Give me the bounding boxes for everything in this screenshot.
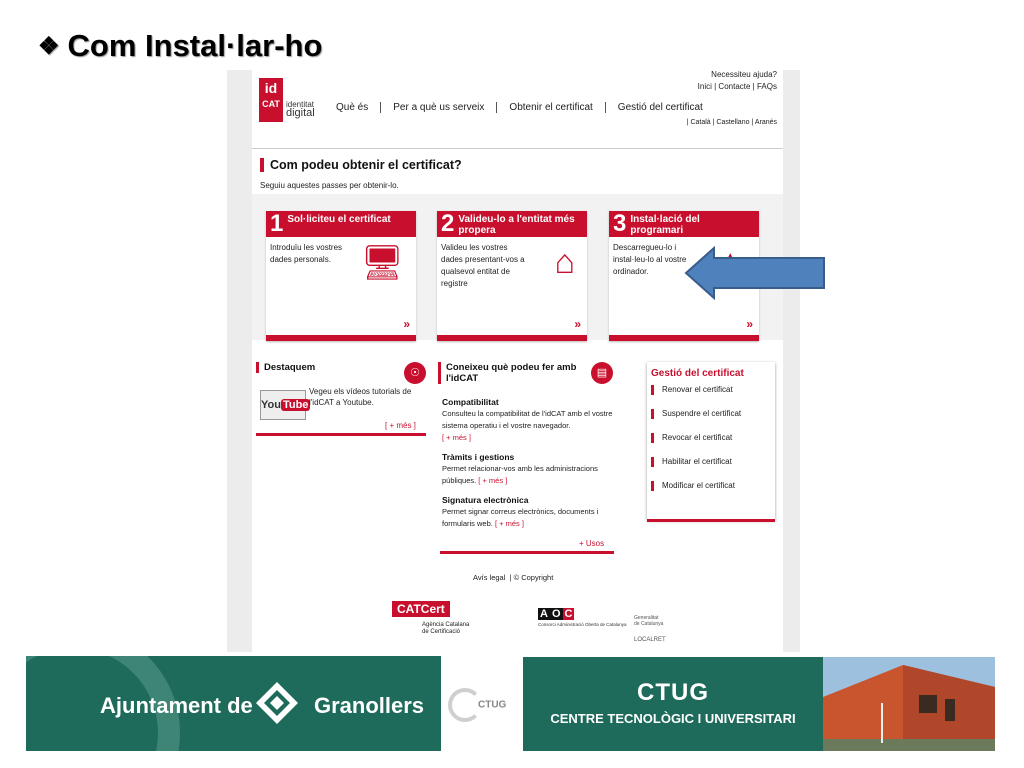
step-2-arrow-icon[interactable]: » <box>574 317 581 331</box>
nav-obtenir[interactable]: Obtenir el certificat <box>496 102 604 113</box>
coneixeu-title: Coneixeu què podeu fer amb l'idCAT <box>438 362 586 384</box>
tramits-text: Permet relacionar-vos amb les administracions públiques. [ + més ] <box>442 464 598 485</box>
help-label: Necessiteu ajuda? <box>711 70 777 79</box>
idcat-website-screenshot <box>227 70 800 652</box>
language-selector: | Català | Castellano | Aranés <box>686 119 777 126</box>
building-icon: ⌂ <box>554 243 575 281</box>
lang-aranes[interactable]: Aranés <box>754 119 777 126</box>
slide-title <box>38 28 322 64</box>
coneixeu-section <box>438 362 616 384</box>
step-3-arrow-icon[interactable]: » <box>746 317 753 331</box>
gestio-title: Gestió del certificat <box>651 368 744 379</box>
avis-legal-link[interactable]: Avís legal <box>473 573 506 582</box>
link-inici[interactable]: Inici <box>697 82 712 91</box>
lang-castellano[interactable]: Castellano <box>716 119 750 126</box>
fingerprint-icon: ☉ <box>404 362 426 384</box>
slide-title-text: Com Instal·lar-ho <box>67 28 323 63</box>
gencat-logo[interactable]: Generalitat de Catalunya <box>634 615 664 627</box>
gestio-habilitar[interactable]: Habilitar el certificat <box>651 457 775 467</box>
gestio-revocar[interactable]: Revocar el certificat <box>651 433 775 443</box>
ajuntament-label: Ajuntament de <box>100 693 253 718</box>
nav-gestio[interactable]: Gestió del certificat <box>605 102 715 113</box>
website-page <box>252 70 783 652</box>
header-divider <box>252 148 783 149</box>
link-contacte[interactable]: Contacte <box>718 82 751 91</box>
idcat-logo[interactable]: id CAT identitat digital <box>259 78 323 128</box>
signatura-more-link[interactable]: [ + més ] <box>494 519 524 528</box>
footer-links: Avís legal | © Copyright <box>473 573 554 582</box>
ctug-small-logo: CTUG <box>448 688 506 722</box>
ajuntament-banner <box>26 656 441 751</box>
nav-per-a-que[interactable]: Per a què us serveix <box>380 102 496 113</box>
tramits-heading: Tràmits i gestions <box>442 452 515 462</box>
youtube-logo[interactable]: You Tube <box>260 390 306 420</box>
destaquem-underline <box>256 433 426 436</box>
catcert-logo[interactable]: CATCert Agència Catalana de Certificació <box>392 600 469 636</box>
gestio-suspendre[interactable]: Suspendre el certificat <box>651 409 775 419</box>
usos-link[interactable]: + Usos <box>579 539 605 548</box>
aoc-logo[interactable]: A O C Consorci Administració Oberta de Catalunya <box>538 608 627 627</box>
tramits-more-link[interactable]: [ + més ] <box>478 476 508 485</box>
bullet-icon: ❖ <box>38 32 60 60</box>
step-card-3[interactable]: 3 Instal·lació del programari Descarregueu-lo i instal·leu-lo al vostre ordinador. » <box>609 211 759 341</box>
signatura-heading: Signatura electrònica <box>442 495 529 505</box>
ctug-title: CTUG <box>637 679 709 706</box>
page-subheading: Seguiu aquestes passes per obtenir-lo. <box>260 181 399 190</box>
computer-icon: 🖥 <box>360 244 404 282</box>
building-photo <box>823 657 995 751</box>
card-icon: ▤ <box>591 362 613 384</box>
gestio-underline <box>647 519 775 522</box>
step-1-arrow-icon[interactable]: » <box>403 317 410 331</box>
page-heading: Com podeu obtenir el certificat? <box>260 158 462 172</box>
lang-catala[interactable]: Català <box>690 119 711 126</box>
compat-text: Consulteu la compatibilitat de l'idCAT amb el vostre sistema operatiu i el vostre navegador. [ + més ] <box>442 409 613 442</box>
step-card-1[interactable]: 1 Sol·liciteu el certificat Introduïu les vostres dades personals. 🖥 » <box>266 211 416 341</box>
gestio-renovar[interactable]: Renovar el certificat <box>651 385 775 395</box>
copyright-link[interactable]: © Copyright <box>513 573 554 582</box>
signatura-text: Permet signar correus electrònics, documents i formularis web. [ + més ] <box>442 507 599 528</box>
compat-heading: Compatibilitat <box>442 397 499 407</box>
nav-que-es[interactable]: Què és <box>336 102 369 113</box>
main-nav <box>336 102 715 113</box>
localret-logo[interactable]: LOCALRET <box>634 637 666 643</box>
granollers-shield-icon <box>254 680 300 726</box>
ctug-banner <box>523 657 823 751</box>
destaquem-section <box>256 362 426 373</box>
pointer-arrow-icon <box>684 246 826 300</box>
top-links: Inici | Contacte | FAQs <box>697 82 777 91</box>
destaquem-text: Vegeu els vídeos tutorials de l'idCAT a Youtube. <box>309 387 412 407</box>
destaquem-title: Destaquem <box>256 362 426 373</box>
gestio-modificar[interactable]: Modificar el certificat <box>651 481 775 491</box>
step-card-2[interactable]: 2 Valideu-lo a l'entitat més propera Valideu les vostres dades presentant-vos a qualsevol entitat de registre ⌂ » <box>437 211 587 341</box>
ctug-subtitle: CENTRE TECNOLÒGIC I UNIVERSITARI <box>550 711 796 726</box>
compat-more-link[interactable]: [ + més ] <box>442 433 471 442</box>
granollers-label: Granollers <box>314 693 425 718</box>
destaquem-more-link[interactable]: [ + més ] <box>385 421 416 430</box>
link-faqs[interactable]: FAQs <box>756 82 777 91</box>
coneixeu-underline <box>440 551 614 554</box>
gestio-panel <box>647 362 775 520</box>
